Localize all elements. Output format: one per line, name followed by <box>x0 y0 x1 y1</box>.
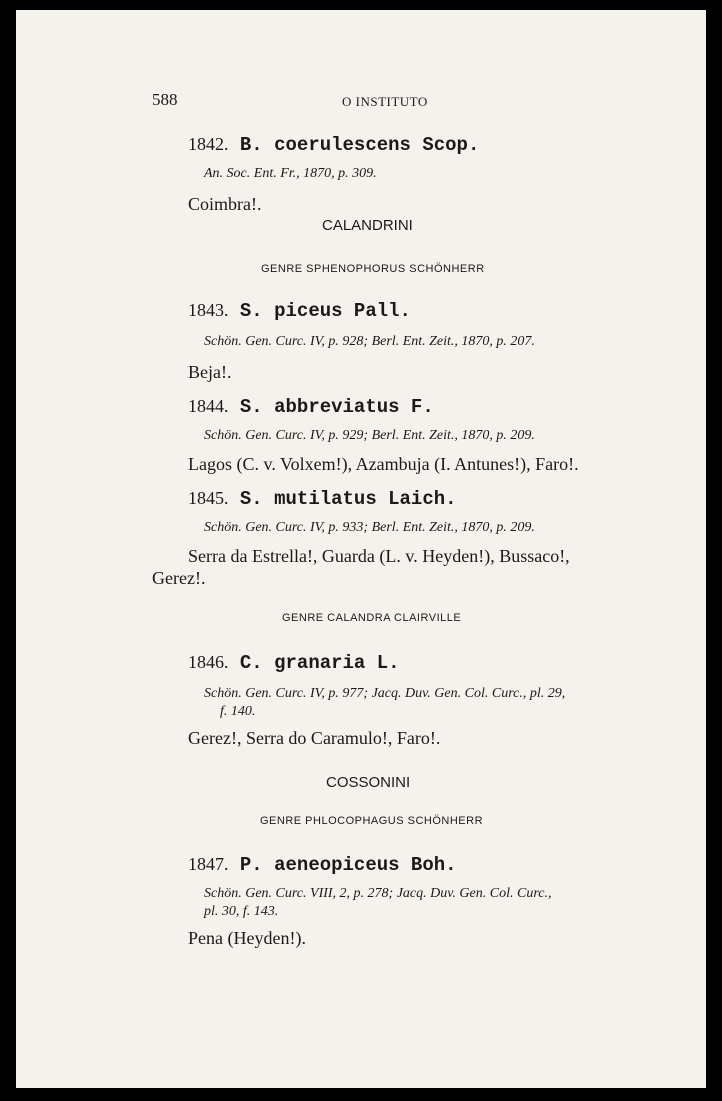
species-name: S. piceus Pall. <box>239 300 411 322</box>
genre-calandra: GENRE CALANDRA CLAIRVILLE <box>282 612 462 624</box>
entry-1843-localities: Beja!. <box>188 362 232 382</box>
page <box>16 10 706 1088</box>
genre-phlocophagus: GENRE PHLOCOPHAGUS SCHÖNHERR <box>260 815 484 827</box>
entry-1847-heading <box>188 854 457 876</box>
entry-1845-localities: Serra da Estrella!, Guarda (L. v. Heyden!), Bussaco!, <box>188 546 570 566</box>
entry-1844-heading <box>188 396 434 418</box>
species-name: S. abbreviatus F. <box>239 396 434 418</box>
entry-1843-heading <box>188 300 411 322</box>
entry-1847-localities: Pena (Heyden!). <box>188 928 306 948</box>
entry-1845-localities-cont: Gerez!. <box>152 568 206 588</box>
genre-sphenophorus: GENRE SPHENOPHORUS SCHÖNHERR <box>261 263 485 275</box>
entry-1847-reference: Schön. Gen. Curc. VIII, 2, p. 278; Jacq. Duv. Gen. Col. Curc., <box>204 886 552 901</box>
entry-1843-reference: Schön. Gen. Curc. IV, p. 928; Berl. Ent. Zeit., 1870, p. 207. <box>204 334 535 349</box>
entry-number: 1842. <box>188 134 229 154</box>
entry-1847-reference-cont: pl. 30, f. 143. <box>204 904 279 919</box>
entry-1846-reference-cont: f. 140. <box>220 704 256 719</box>
running-title: O INSTITUTO <box>342 94 428 109</box>
entry-1846-reference: Schön. Gen. Curc. IV, p. 977; Jacq. Duv. Gen. Col. Curc., pl. 29, <box>204 686 566 701</box>
entry-number: 1847. <box>188 854 229 874</box>
species-name: S. mutilatus Laich. <box>239 488 457 510</box>
entry-1844-reference: Schön. Gen. Curc. IV, p. 929; Berl. Ent. Zeit., 1870, p. 209. <box>204 428 535 443</box>
entry-number: 1846. <box>188 652 229 672</box>
entry-number: 1845. <box>188 488 229 508</box>
entry-1845-reference: Schön. Gen. Curc. IV, p. 933; Berl. Ent. Zeit., 1870, p. 209. <box>204 520 535 535</box>
species-name: B. coerulescens Scop. <box>239 134 480 156</box>
entry-1844-localities: Lagos (C. v. Volxem!), Azambuja (I. Antunes!), Faro!. <box>188 454 579 474</box>
entry-1845-heading <box>188 488 457 510</box>
entry-1842-localities: Coimbra!. <box>188 194 262 214</box>
page-number: 588 <box>152 90 178 109</box>
entry-number: 1844. <box>188 396 229 416</box>
entry-1842-reference: An. Soc. Ent. Fr., 1870, p. 309. <box>204 166 377 181</box>
entry-1846-heading <box>188 652 400 674</box>
species-name: P. aeneopiceus Boh. <box>239 854 457 876</box>
entry-number: 1843. <box>188 300 229 320</box>
entry-1846-localities: Gerez!, Serra do Caramulo!, Faro!. <box>188 728 441 748</box>
tribe-cossonini: COSSONINI <box>326 774 411 791</box>
species-name: C. granaria L. <box>239 652 400 674</box>
entry-1842-heading <box>188 134 479 156</box>
tribe-calandrini: CALANDRINI <box>322 217 413 234</box>
